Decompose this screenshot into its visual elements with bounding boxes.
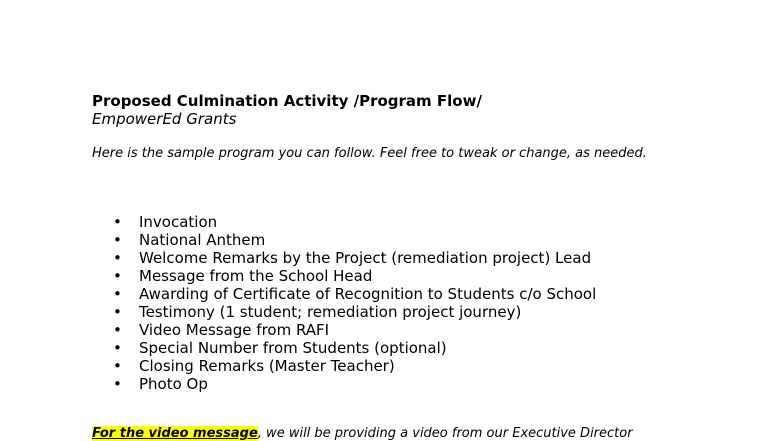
bullet-icon: • xyxy=(113,213,122,231)
list-item xyxy=(110,339,596,357)
list-item xyxy=(110,375,596,393)
list-item-text: Welcome Remarks by the Project (remediation project) Lead xyxy=(139,249,592,267)
document-title: Proposed Culmination Activity /Program Flow/ xyxy=(92,92,482,110)
bullet-icon: • xyxy=(113,267,122,285)
bullet-icon: • xyxy=(113,303,122,321)
bullet-icon: • xyxy=(113,339,122,357)
bullet-icon: • xyxy=(113,285,122,303)
list-item-text: Message from the School Head xyxy=(139,267,373,285)
list-item xyxy=(110,267,596,285)
list-item-text: Invocation xyxy=(139,213,218,231)
bullet-icon: • xyxy=(113,375,122,393)
intro-paragraph: Here is the sample program you can follow. Feel free to tweak or change, as needed. xyxy=(92,146,647,161)
list-item-text: Testimony (1 student; remediation project journey) xyxy=(139,303,522,321)
list-item-text: Closing Remarks (Master Teacher) xyxy=(139,357,395,375)
list-item xyxy=(110,321,596,339)
list-item-text: Photo Op xyxy=(139,375,208,393)
list-item xyxy=(110,303,596,321)
list-item xyxy=(110,285,596,303)
list-item-text: Video Message from RAFI xyxy=(139,321,330,339)
list-item-text: National Anthem xyxy=(139,231,266,249)
bullet-icon: • xyxy=(113,231,122,249)
list-item xyxy=(110,213,596,231)
list-item xyxy=(110,249,596,267)
bullet-icon: • xyxy=(113,357,122,375)
note-text: , we will be providing a video from our Executive Director xyxy=(257,426,633,441)
program-flow-list xyxy=(110,213,596,393)
list-item xyxy=(110,357,596,375)
bullet-icon: • xyxy=(113,249,122,267)
list-item xyxy=(110,231,596,249)
list-item-text: Awarding of Certificate of Recognition to Students c/o School xyxy=(139,285,597,303)
highlighted-phrase: For the video message xyxy=(92,426,258,441)
video-message-note xyxy=(92,426,633,441)
list-item-text: Special Number from Students (optional) xyxy=(139,339,447,357)
document-subtitle: EmpowerEd Grants xyxy=(92,110,237,128)
bullet-icon: • xyxy=(113,321,122,339)
